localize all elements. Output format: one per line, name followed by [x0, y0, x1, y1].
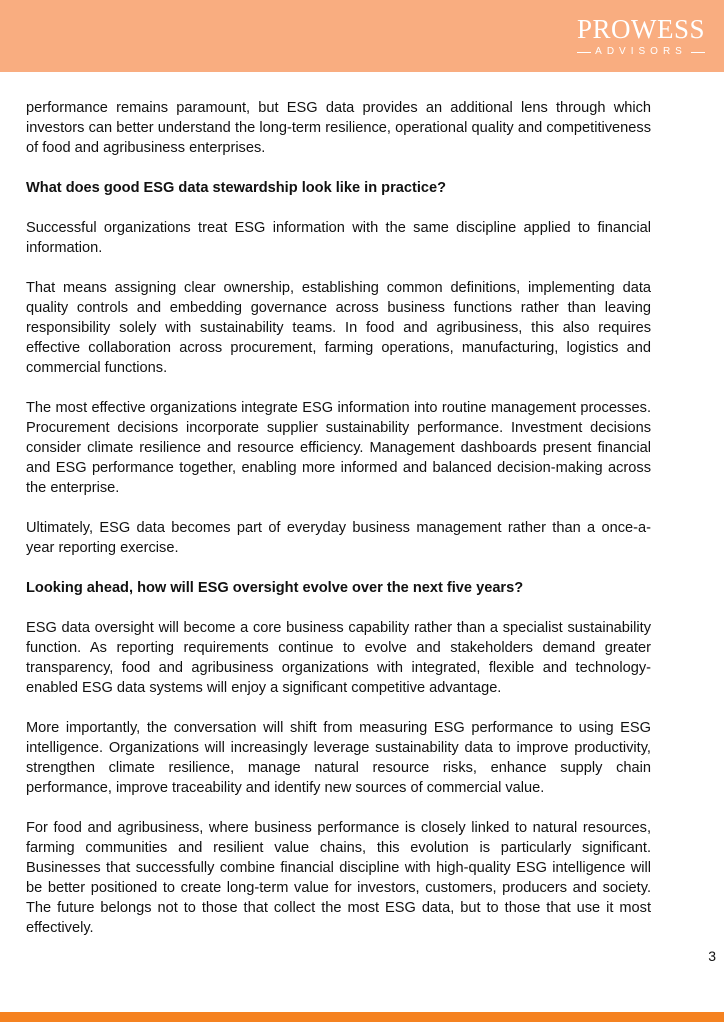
heading-data-stewardship: What does good ESG data stewardship look like in practice?: [26, 180, 447, 196]
paragraph-food-agribusiness: For food and agribusiness, where business performance is closely linked to natural resources, farming communities and resilient value chains, this evolution is particularly significant. Businesses that successfully combine financial discipline with high-quality ESG intelligence will be better positioned to create long-term value for investors, customers, producers and society. The future belongs not to those that collect the most ESG data, but to those that use it most effectively.: [26, 820, 651, 936]
paragraph-intro-continuation: performance remains paramount, but ESG data provides an additional lens through which investors can better understand the long-term resilience, operational quality and competitiveness of food and agribusiness enterprises.: [26, 100, 651, 156]
logo-divider-right: [691, 52, 705, 53]
logo-divider-left: [577, 52, 591, 53]
prowess-advisors-logo: [576, 14, 706, 58]
document-body: [26, 98, 651, 958]
paragraph-integration: The most effective organizations integrate ESG information into routine management processes. Procurement decisions incorporate supplier sustainability performance. Investment decisions consider climate resilience and resource efficiency. Management dashboards present financial and ESG performance together, enabling more informed and balanced decision-making across the enterprise.: [26, 400, 651, 496]
paragraph-core-capability: ESG data oversight will become a core business capability rather than a specialist sustainability function. As reporting requirements continue to evolve and stakeholders demand greater transparency, food and agribusiness organizations with integrated, flexible and technology-enabled ESG data systems will enjoy a significant competitive advantage.: [26, 620, 651, 696]
footer-bar: [0, 1012, 724, 1022]
paragraph-everyday-management: Ultimately, ESG data becomes part of everyday business management rather than a once-a-year reporting exercise.: [26, 520, 651, 556]
heading-looking-ahead: Looking ahead, how will ESG oversight evolve over the next five years?: [26, 580, 524, 596]
paragraph-ownership: That means assigning clear ownership, establishing common definitions, implementing data quality controls and embedding governance across business functions rather than leaving responsibility solely with sustainability teams. In food and agribusiness, this also requires effective collaboration across procurement, farming operations, manufacturing, logistics and commercial functions.: [26, 280, 651, 376]
logo-subtitle-row: [576, 46, 706, 58]
logo-subtitle: ADVISORS: [595, 46, 687, 57]
paragraph-esg-intelligence: More importantly, the conversation will shift from measuring ESG performance to using ESG intelligence. Organizations will increasingly leverage sustainability data to improve productivity, strengthen climate resilience, manage natural resource risks, enhance supply chain performance, improve traceability and identify new sources of commercial value.: [26, 720, 651, 796]
page-number: 3: [708, 948, 716, 964]
logo-wordmark: PROWESS: [576, 14, 706, 44]
header-band: [0, 0, 724, 72]
paragraph-treat-esg: Successful organizations treat ESG information with the same discipline applied to financial information.: [26, 220, 651, 256]
